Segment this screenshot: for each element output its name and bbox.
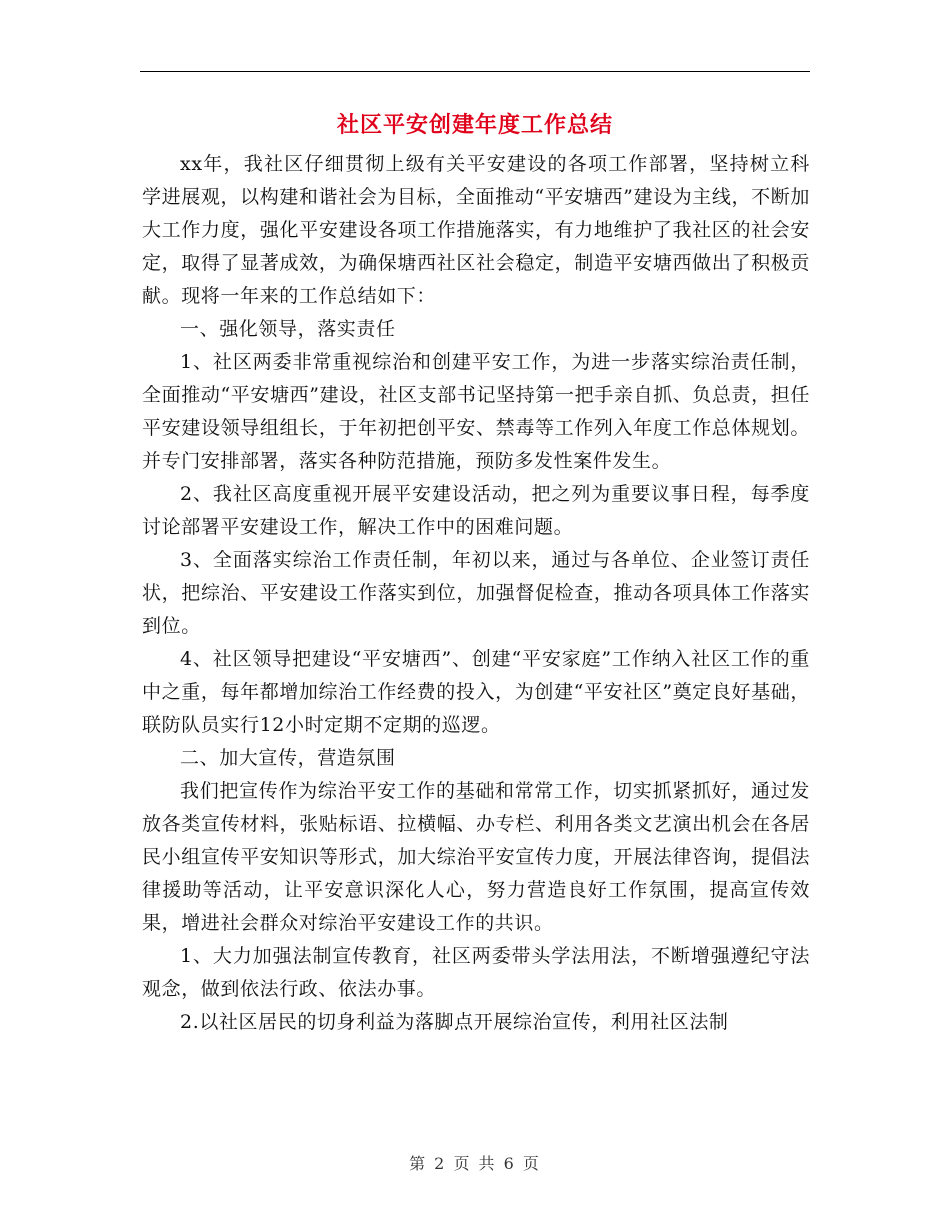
- document-title: 社区平安创建年度工作总结: [336, 113, 613, 138]
- intro-paragraph: xx年，我社区仔细贯彻上级有关平安建设的各项工作部署，坚持树立科学进展观，以构建和谐社会为目标，全面推动“平安塘西”建设为主线，不断加大工作力度，强化平安建设各项工作措施落实，有力地维护了我社区的社会安定，取得了显著成效，为确保塘西社区社会稳定，制造平安塘西做出了积极贡献。现将一年来的工作总结如下：: [142, 153, 810, 307]
- paragraph: 4、社区领导把建设“平安塘西”、创建“平安家庭”工作纳入社区工作的重中之重，每年都增加综治工作经费的投入，为创建“平安社区”奠定良好基础，联防队员实行12小时定期不定期的巡逻。: [142, 648, 810, 736]
- document-body: [142, 148, 810, 1039]
- header-rule: [140, 71, 810, 72]
- page-number: 第 2 页 共 6 页: [409, 1154, 541, 1173]
- section-heading-1: 一、强化领导，落实责任: [180, 318, 396, 340]
- paragraph: 我们把宣传作为综治平安工作的基础和常常工作，切实抓紧抓好，通过发放各类宣传材料，张贴标语、拉横幅、办专栏、利用各类文艺演出机会在各居民小组宣传平安知识等形式，加大综治平安宣传力度，开展法律咨询，提倡法律援助等活动，让平安意识深化人心，努力营造良好工作氛围，提高宣传效果，增进社会群众对综治平安建设工作的共识。: [142, 780, 810, 934]
- paragraph: 2、我社区高度重视开展平安建设活动，把之列为重要议事日程，每季度讨论部署平安建设工作，解决工作中的困难问题。: [142, 483, 810, 538]
- section-heading-2: 二、加大宣传，营造氛围: [180, 747, 396, 769]
- paragraph: 3、全面落实综治工作责任制，年初以来，通过与各单位、企业签订责任状，把综治、平安建设工作落实到位，加强督促检查，推动各项具体工作落实到位。: [142, 549, 810, 637]
- paragraph: 1、大力加强法制宣传教育，社区两委带头学法用法，不断增强遵纪守法观念，做到依法行政、依法办事。: [142, 945, 810, 1000]
- paragraph: 1、社区两委非常重视综治和创建平安工作，为进一步落实综治责任制，全面推动“平安塘西”建设，社区支部书记坚持第一把手亲自抓、负总责，担任平安建设领导组组长，于年初把创平安、禁毒等工作列入年度工作总体规划。并专门安排部署，落实各种防范措施，预防多发性案件发生。: [142, 351, 810, 472]
- paragraph: 2.以社区居民的切身利益为落脚点开展综治宣传，利用社区法制: [180, 1011, 729, 1033]
